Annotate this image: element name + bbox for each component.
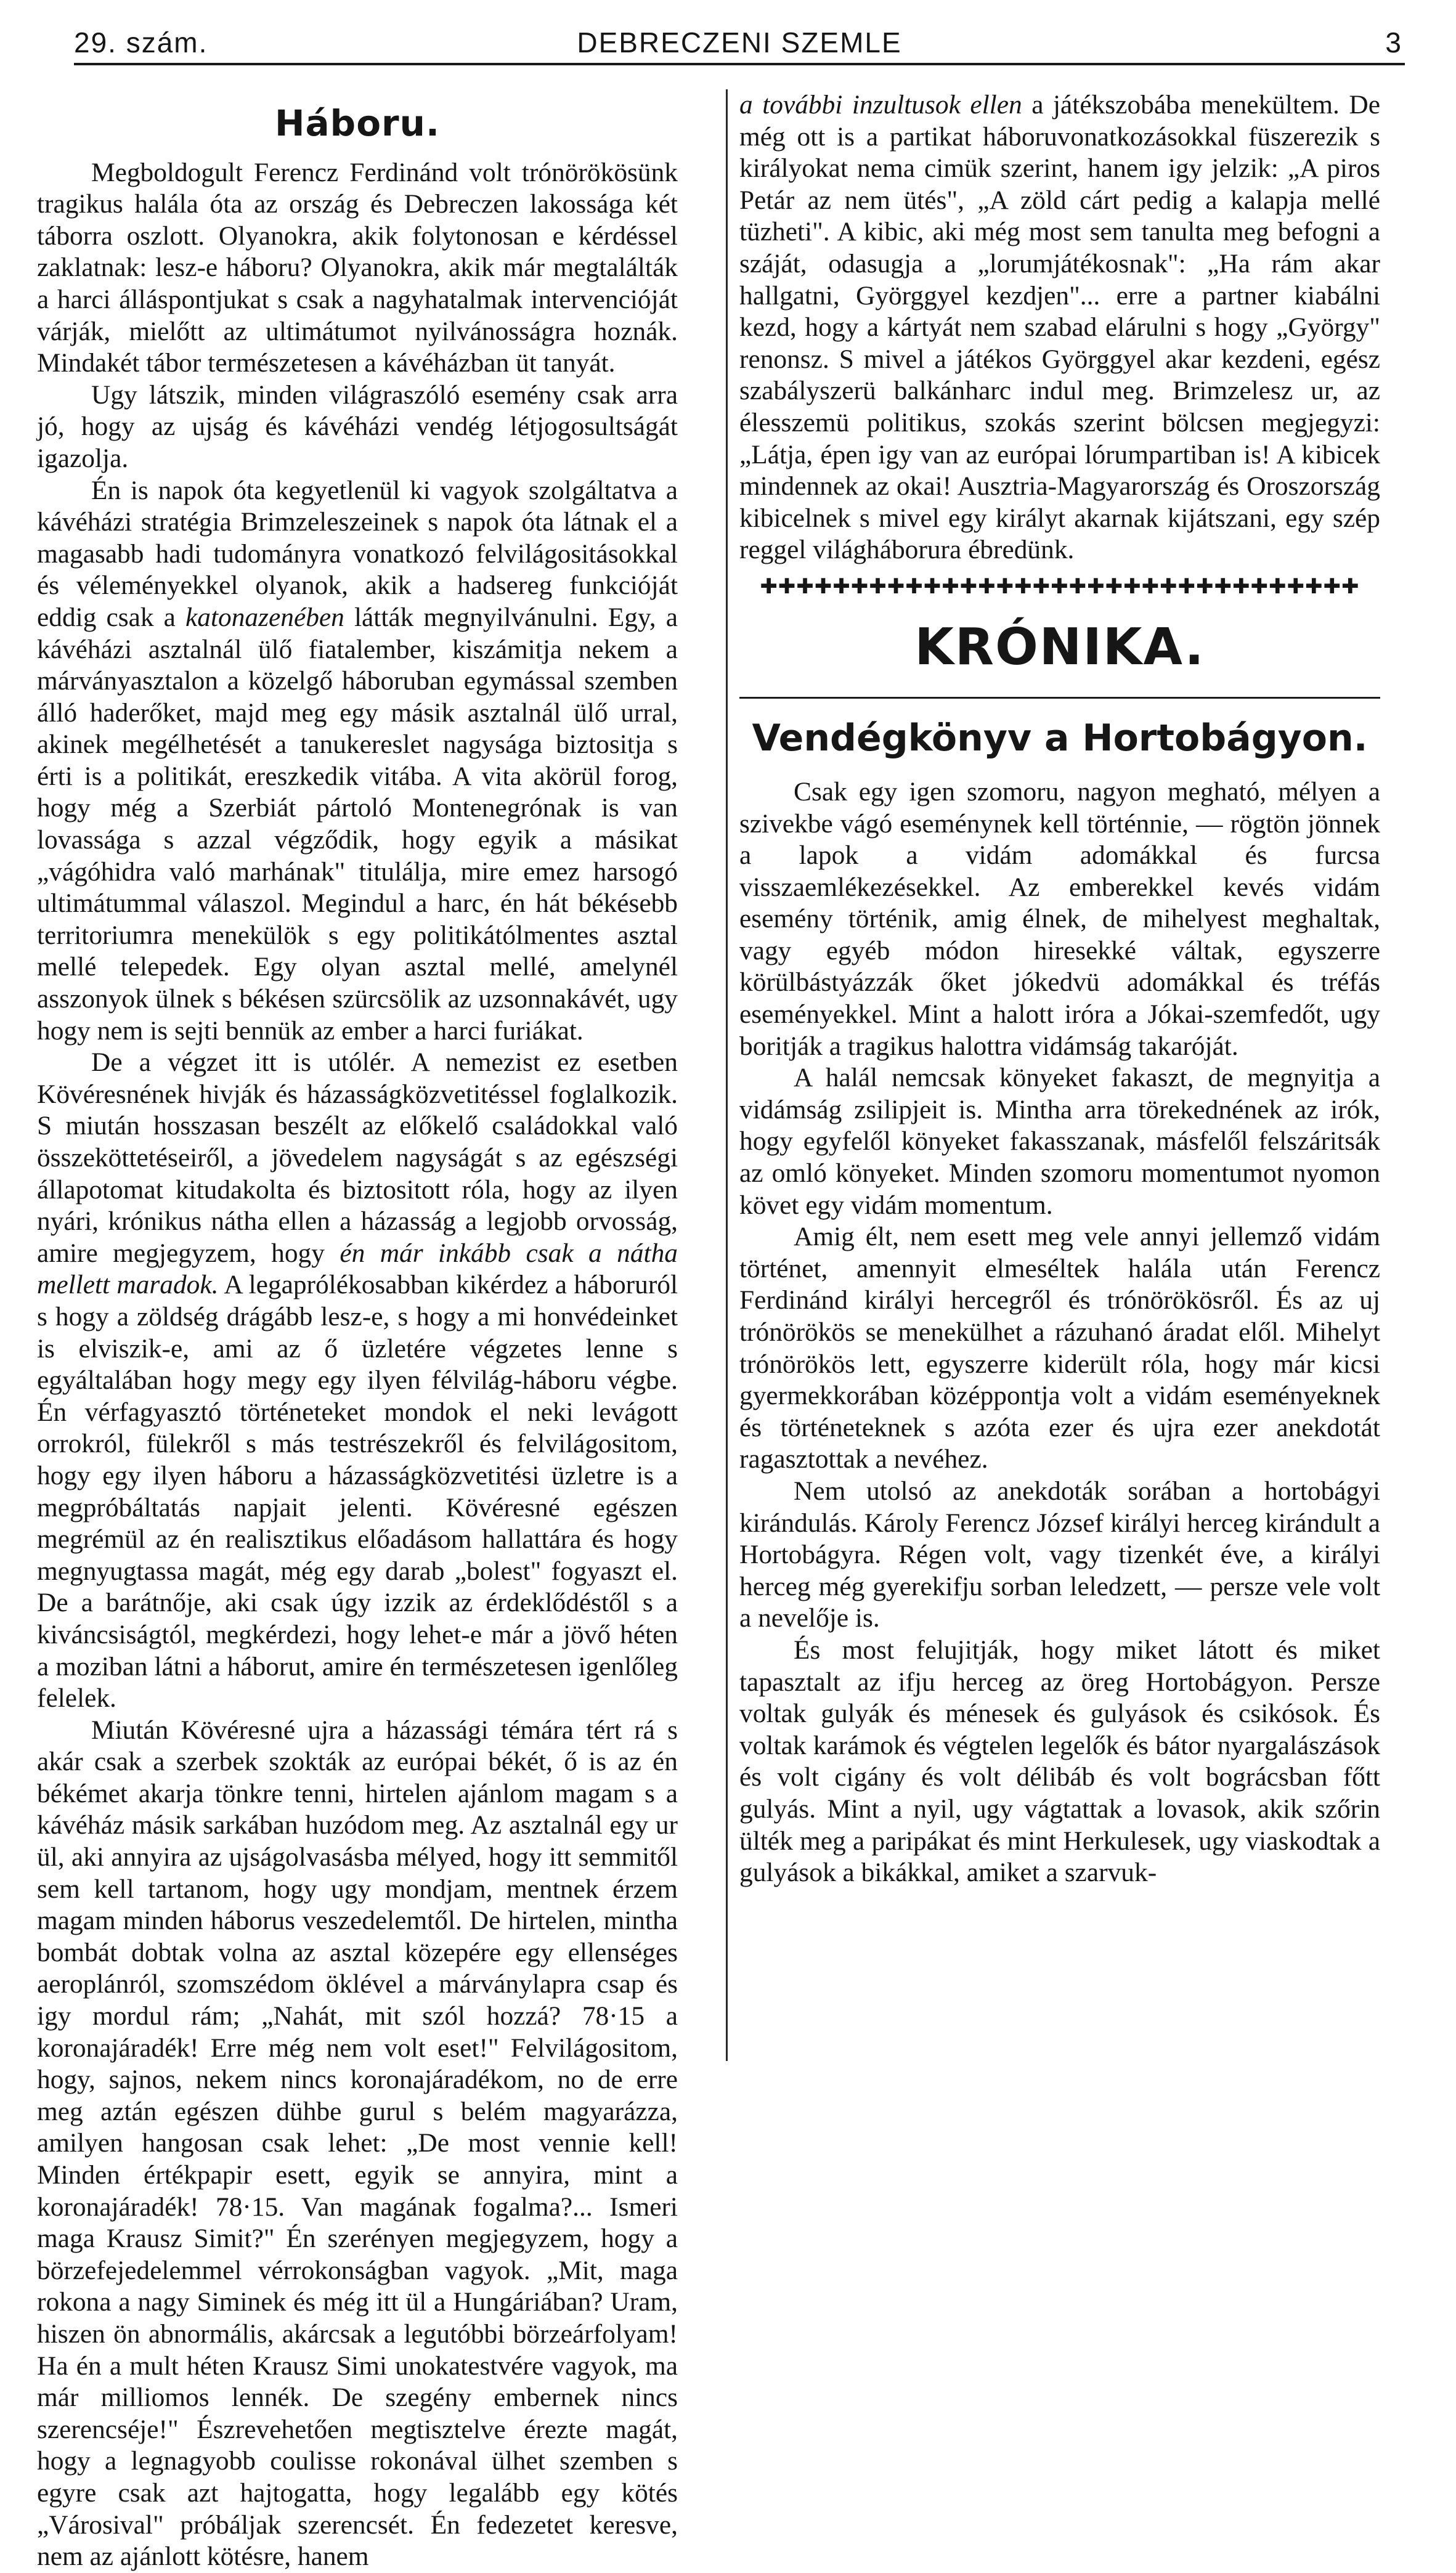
article-paragraph: A halál nemcsak könyeket fakaszt, de megnyitja a vidámság zsilipjeit is. Mintha arra törekednének az irók, hogy egyfelől könyeket fakasszanak, másfelől felszáritsák az omló könyeket. Minden szomoru momentumot nyomon követ egy vidám momentum. [739, 1063, 1380, 1220]
page-header [74, 26, 1405, 65]
article-paragraph: Miután Kövéresné ujra a házassági témára tért rá s akár csak a szerbek szokták az európai békét, ő is az én békémet akarja tönkre tenni, hirtelen ajánlom magam s a kávéház másik sarkában huzódom meg. Az asztalnál egy ur ül, aki annyira az ujságolvasásba mélyed, hogy itt semmitől sem kell tartanom, hogy ugy mondjam, mentnek érzem magam minden háborus veszedelemtől. De hirtelen, mintha bombát dobtak volna az asztal közepére egy ellenséges aeroplánról, szomszédom öklével a márványlapra csap és igy mordul rám; „Nahát, mit szól hozzá? 78·15 a koronajáradék! Erre még nem volt eset!" Felvilágositom, hogy, sajnos, nekem nincs koronajáradékom, no de erre meg aztán egészen dühbe gurul s belém magyarázza, amilyen hangosan csak lehet: „De most vennie kell! Minden értékpapir esett, egyik se annyira, mint a koronajáradék! 78·15. Van magának fogalma?... Ismeri maga Krausz Simit?" Én szerényen megjegyzem, hogy a börzefejedelemmel vérrokonságban vagyok. „Mit, maga rokona a nagy Siminek és még itt ül a Hungáriában? Uram, hiszen ön abnormális, akárcsak a legutóbbi börzeárfolyam! Ha én a mult héten Krausz Simi unokatestvére vagyok, ma már milliomos lennék. De szegény embernek nincs szerencséje!" Észrevehetően megtisztelve érezte magát, hogy a legnagyobb coulisse rokonával ülhet szemben s egyre csak azt hajtogatta, hogy legalább egy kötés „Városival" próbáljak szerencsét. Én fedezetet keresve, nem az ajánlott kötésre, hanem [37, 1715, 678, 2572]
left-column [37, 89, 678, 2572]
article-paragraph: Én is napok óta kegyetlenül ki vagyok szolgáltatva a kávéházi stratégia Brimzeleszeinek s napok óta látnak el a magasabb hadi tudományra vonatkozó felvilágositásokkal és véleményekkel olyanok, akik a hadsereg funkcióját eddig csak a katonazenében látták megnyilvánulni. Egy, a kávéházi asztalnál ülő fiatalember, kiszámitja nekem a márványasztalon a közelgő háboruban egymással szemben álló haderőket, majd meg egy másik asztalnál ülő urral, akinek megélhetését a tanukereslet nagysága biztositja s érti is a politikát, ereszkedik vitába. A vita akörül forog, hogy még a Szerbiát pártoló Montenegrónak is van lovassága s azzal végződik, hogy egyik a másikat „vágóhidra való marhának" titulálja, mire emez harsogó ultimátummal válaszol. Megindul a harc, én hát békésebb territoriumra menekülök s egy politikátólmentes asztal mellé telepedek. Egy olyan asztal mellé, amelynél asszonyok ülnek s békésen szürcsölik az uzsonnakávét, ugy hogy nem is sejti bennük az ember a harci furiákat. [37, 475, 678, 1046]
article-paragraph: És most felujitják, hogy miket látott és miket tapasztalt az ifju herceg az öreg Hortobágyon. Persze voltak gulyák és ménesek és gulyások és csikósok. És voltak karámok és végtelen legelők és bátor nyargalászások és volt cigány és volt délibáb és volt bográcsban főtt gulyás. Mint a nyil, ugy vágtattak a lovasok, akik szőrin ülték meg a paripákat és mint Herkulesek, ugy viaskodtak a gulyások a bikákkal, amiket a szarvuk- [739, 1635, 1380, 1888]
article-paragraph: Csak egy igen szomoru, nagyon megható, mélyen a szivekbe vágó eseménynek kell történnie, — rögtön jönnek a lapok a vidám adomákkal és furcsa visszaemlékezésekkel. Az emberekkel kevés vidám esemény történik, amig élnek, de mihelyest meghaltak, vagy egyéb módon hiresekké váltak, egyszerre körülbástyázzák őket jókedvü adomákkal és tréfás eseményekkel. Mint a halott iróra a Jókai-szemfedőt, ugy boritják a tragikus halottra vidámság takaróját. [739, 776, 1380, 1061]
article-paragraph: De a végzet itt is utólér. A nemezist ez esetben Kövéresnének hivják és házasságközvetitéssel foglalkozik. S miután hosszasan beszélt az előkelő családokkal való összeköttetéseiről, a jövedelem nagyságát s az egészségi állapotomat kitudakolta és biztositott róla, hogy az ilyen nyári, krónikus nátha ellen a házasság a legjobb orvosság, amire megjegyzem, hogy én már inkább csak a nátha mellett maradok. A legaprólékosabban kikérdez a háboruról s hogy a zöldség drágább lesz-e, s hogy a mi honvédeinket is elviszik-e, ami az ő üzletére végzetes lenne s egyáltalában hogy megy egy ilyen félvilág-háboru végbe. Én vérfagyasztó történeteket mondok el neki levágott orrokról, fülekről s más testrészekről és felvilágositom, hogy egy ilyen háboru a házasságközvetitési üzletre is a megpróbáltatás napjait jelenti. Kövéresné egészen megrémül az én realisztikus előadásom hallattára és hogy megnyugtassa magát, még egy darab „bolest" fogyaszt el. De a barátnője, aki csak úgy izzik az érdeklődéstől s a kiváncsiságtól, megkérdezi, hogy lehet-e már a jövő héten a moziban látni a háborut, amire én természetesen igenlőleg felelek. [37, 1047, 678, 1713]
article-paragraph-continued: a további inzultusok ellen a játékszobába menekültem. De még ott is a partikat háboruvonatkozásokkal füszerezik s királyokat nema cimük szerint, hanem igy jelzik: „A piros Petár az nem ütés", „A zöld cárt pedig a kalapja mellé tüzheti". A kibic, aki még most sem tanulta meg befogni a száját, odasugja a „lorumjátékosnak": „Ha rám akar hallgatni, Györggyel kezdjen"... erre a partner kiabálni kezd, hogy a kártyát nem szabad elárulni s hogy „György" renonsz. S mivel a játékos Györggyel akar kezdeni, egész szabályszerü balkánharc indul meg. Brimzelesz ur, az élesszemü politikus, szokás szerint bölcsen megjegyzi: „Látja, épen igy van az európai lórumpartiban is! A kibicek mindennek az okai! Ausztria-Magyarország és Oroszország kibicelnek s mivel egy királyt akarnak kijátszani, egy szép reggel világháborura ébredünk. [739, 90, 1380, 565]
issue-number: 29. szám. [74, 26, 208, 59]
article-title-vendegkonyv: Vendégkönyv a Hortobágyon. [752, 716, 1368, 760]
section-title-kronika: KRÓNIKA. [914, 617, 1205, 677]
ornament-divider: ✚✚✚✚✚✚✚✚✚✚✚✚✚✚✚✚✚✚✚✚✚✚✚✚✚✚✚✚✚✚✚✚✚ [760, 574, 1360, 599]
article-paragraph: Megboldogult Ferencz Ferdinánd volt trónörökösünk tragikus halála óta az ország és Debreczen lakossága két táborra oszlott. Olyanokra, akik folytonosan e kérdéssel zaklatnak: lesz-e háboru? Olyanokra, akik már megtalálták a harci álláspontjukat s csak a nagyhatalmak intervencióját várják, mielőtt az ultimátumot nyilvánosságra hoznák. Mindakét tábor természetesen a kávéházban üt tanyát. [37, 157, 678, 378]
article-paragraph: Amig élt, nem esett meg vele annyi jellemző vidám történet, amennyit elmeséltek halála után Ferencz Ferdinánd királyi hercegről és trónörökösről. És az uj trónörökös se menekülhet a rázuhanó áradat elől. Mihelyt trónörökös lett, egyszerre kiderült róla, hogy már kicsi gyermekkorában középpontja volt a vidám eseményeknek és történeteknek s azóta ezer és ujra ezer anekdotát ragasztottak a nevéhez. [739, 1222, 1380, 1474]
section-rule [739, 697, 1380, 699]
journal-title: DEBRECZENI SZEMLE [577, 26, 902, 59]
article-paragraph: Nem utolsó az anekdoták sorában a hortobágyi kirándulás. Károly Ferencz József királyi herceg kirándult a Hortobágyra. Régen volt, vagy tizenkét éve, a királyi herceg még gyerekifju sorban leledzett, — persze vele volt a nevelője is. [739, 1476, 1380, 1633]
right-column [739, 89, 1380, 2104]
page-number: 3 [1385, 26, 1402, 59]
article-paragraph: Ugy látszik, minden világraszóló esemény csak arra jó, hogy az ujság és kávéházi vendég létjogosultságát igazolja. [37, 380, 678, 473]
column-divider [726, 89, 728, 2061]
article-title-haboru: Háboru. [275, 102, 440, 144]
